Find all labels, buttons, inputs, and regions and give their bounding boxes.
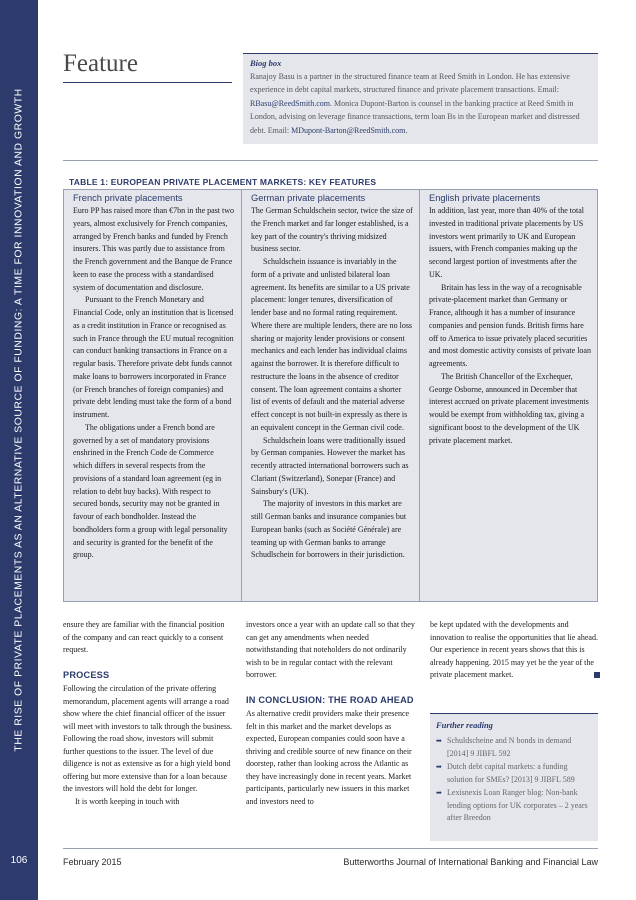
table-column-french: [64, 190, 242, 601]
further-reading-text: Schuldscheine and N bonds in demand [2014] 9 JIBFL 592: [447, 736, 572, 758]
table-paragraph: The British Chancellor of the Exchequer, George Osborne, announced in December that interest accrued on private placement investments would be exempt from withholding tax, giving a significant boost to the development of the UK private placement market.: [429, 371, 589, 445]
body-paragraph: [430, 619, 600, 682]
table-column-heading: German private placements: [251, 193, 366, 203]
table-paragraph: Schuldschein issuance is invariably in the form of a private and unlisted bilateral loan agreement. Its benefits are similar to a US private placement: longer tenures, diversification of lender base and no formal rating requirement. Where there are multiple lenders, there are no loss sharing or majority lender provisions or consent mechanics and each lender has individual claims against the borrower. It is therefore difficult to restructure the loans in the absence of creditor consent. The loan agreement contains a shorter list of events of default and the material adverse effect concept is not built-in expressly as there is an equivalent concept in the German civil code.: [251, 257, 413, 432]
table-paragraph: Britain has less in the way of a recognisable private-placement market than Germany or France, although it has a number of insurance companies and pension funds. British firms hare off to America to issue privately placed securities and most domestic activity consists of private loan agreements.: [429, 282, 591, 368]
body-paragraph: It is worth keeping in touch with: [75, 796, 180, 806]
table-paragraph: The German Schuldschein sector, twice the size of the French market and far longer established, is a key part of the country's thriving midsized business sector.: [251, 206, 413, 254]
table-column-heading: English private placements: [429, 193, 541, 203]
table-paragraph: Euro PP has raised more than €7bn in the past two years, almost exclusively for French companies, arranged by French banks and funded by French insurers. This was partly due to assistance from the French government and the Banque de France keen to ease the process with a standardised system of documentation and disclosure.: [73, 206, 235, 292]
bio-title: Biog box: [250, 58, 282, 68]
bio-text-part: Ranajoy Basu is a partner in the structured finance team at Reed Smith in London. He has extensive experience in debt capital markets, structured finance and private placement transactions. Email:: [250, 72, 570, 95]
running-title: THE RISE OF PRIVATE PLACEMENTS AS AN ALTERNATIVE SOURCE OF FUNDING: A TIME FOR INNOVATION AND GROWTH: [13, 88, 25, 752]
closing-text: be kept updated with the developments and innovation to realise the opportunities that lie ahead. Our experience in recent years shows that this is already happening. 2015 may yet be the year of the private placement market.: [430, 620, 598, 679]
bio-box: [243, 53, 598, 144]
bio-text-part: .: [405, 125, 408, 135]
section-label: Feature: [63, 50, 138, 77]
key-features-table: [63, 175, 598, 602]
sidebar: [0, 0, 38, 900]
body-column-1: [63, 619, 233, 808]
table-column-heading: French private placements: [73, 193, 183, 203]
arrow-bullet-icon: ➡: [436, 789, 442, 797]
further-reading-title: Further reading: [436, 720, 493, 730]
body-paragraph: As alternative credit providers make their presence felt in this market and the market develops as expected, European companies could soon have a thriving and credible source of new finance on their doorstep, rather than looking across the Atlantic as they have increasingly done in recent years. Market participants, particularly new issuers in this market and investors need to: [246, 709, 412, 806]
further-reading-text: Dutch debt capital markets: a funding solution for SMEs? [2013] 9 JIBFL 589: [447, 762, 575, 784]
table-paragraph: The obligations under a French bond are governed by a set of mandatory provisions enshrined in the French Code de Commerce which differs in several respects from the provisions of a standard loan agreement (eg in relation to debt buy backs). With respect to secured bonds, security may not be granted in favour of each bondholder. Instead the bondholders form a group with legal personality and security is granted for the benefit of the group.: [73, 422, 228, 560]
bio-email-link[interactable]: MDupont-Barton@ReedSmith.com: [291, 125, 406, 135]
table-paragraph: Schuldschein loans were traditionally issued by German companies. However the market has recently attracted international borrowers such as Clariant (Switzerland), Sonepar (France) and Sainsbury's (UK).: [251, 435, 409, 496]
table-column-english: [420, 190, 597, 601]
table-paragraph: The majority of investors in this market are still German banks and insurance companies but European banks (such as Société Générale) are teaming up with German banks to arrange Schudlschein for borrowers in their jurisdiction.: [251, 499, 407, 560]
body-column-2: [246, 619, 416, 808]
section-rule: [63, 82, 232, 83]
end-of-article-mark: [594, 672, 600, 678]
process-heading: PROCESS: [63, 669, 110, 680]
table-body: [63, 189, 598, 602]
table-column-german: [242, 190, 420, 601]
footer-journal-name: Butterworths Journal of International Banking and Financial Law: [343, 857, 598, 867]
further-reading-item[interactable]: [436, 761, 592, 786]
page-number: 106: [10, 855, 28, 866]
footer-date: February 2015: [63, 857, 122, 867]
bio-email-link[interactable]: RBasu@ReedSmith.com: [250, 98, 331, 108]
arrow-bullet-icon: ➡: [436, 737, 442, 745]
arrow-bullet-icon: ➡: [436, 763, 442, 771]
body-column-3: [430, 619, 600, 682]
footer-rule: [63, 848, 598, 849]
body-paragraph: Following the circulation of the private offering memorandum, placement agents will arrange a road show where the chief financial officer of the issuer will meet with investors to talk through the business. Following the road show, investors will submit further questions to the issuer. The level of due diligence is not as extensive as for a high yield bond offering but more extensive than for a loan because the investors will hold the debt for longer.: [63, 684, 233, 793]
table-paragraph: Pursuant to the French Monetary and Financial Code, only an institution that is licensed as a credit institution in France or recognised as such in France through the EU mutual recognition can conduct banking transactions in France on a regular basis. Therefore private debt funds cannot make loans to borrowers incorporated in France (or French branches of foreign companies) and private debt lending must take the form of a bond instrument.: [73, 295, 234, 419]
header-rule: [63, 160, 598, 161]
table-paragraph: In addition, last year, more than 40% of the total invested in traditional private placements by US investors went primarily to UK and European issuers, with French companies making up the second largest portion of investments after the UK.: [429, 206, 584, 279]
table-title: TABLE 1: EUROPEAN PRIVATE PLACEMENT MARKETS: KEY FEATURES: [69, 177, 377, 187]
further-reading-item[interactable]: [436, 735, 592, 760]
body-paragraph: ensure they are familiar with the financial position of the company and can react quickly to a consent request.: [63, 620, 225, 654]
further-reading-item[interactable]: [436, 787, 592, 825]
bio-text-part: . Monica Dupont-Barton is counsel in the banking practice at Reed Smith in London, advising on leverage finance transactions, term loan Bs in the European market and distressed debt. Email:: [250, 98, 580, 135]
bio-text: [250, 70, 591, 137]
further-reading-box: [430, 713, 598, 841]
conclusion-heading: IN CONCLUSION: THE ROAD AHEAD: [246, 694, 414, 705]
further-reading-text: Lexisnexis Loan Ranger blog: Non-bank lending options for UK corporates – 2 years after Breedon: [447, 788, 588, 822]
body-paragraph: investors once a year with an update call so that they can get any amendments when needed notwithstanding that noteholders do not ordinarily wish to be in regular contact with the relevant borrower.: [246, 620, 415, 679]
